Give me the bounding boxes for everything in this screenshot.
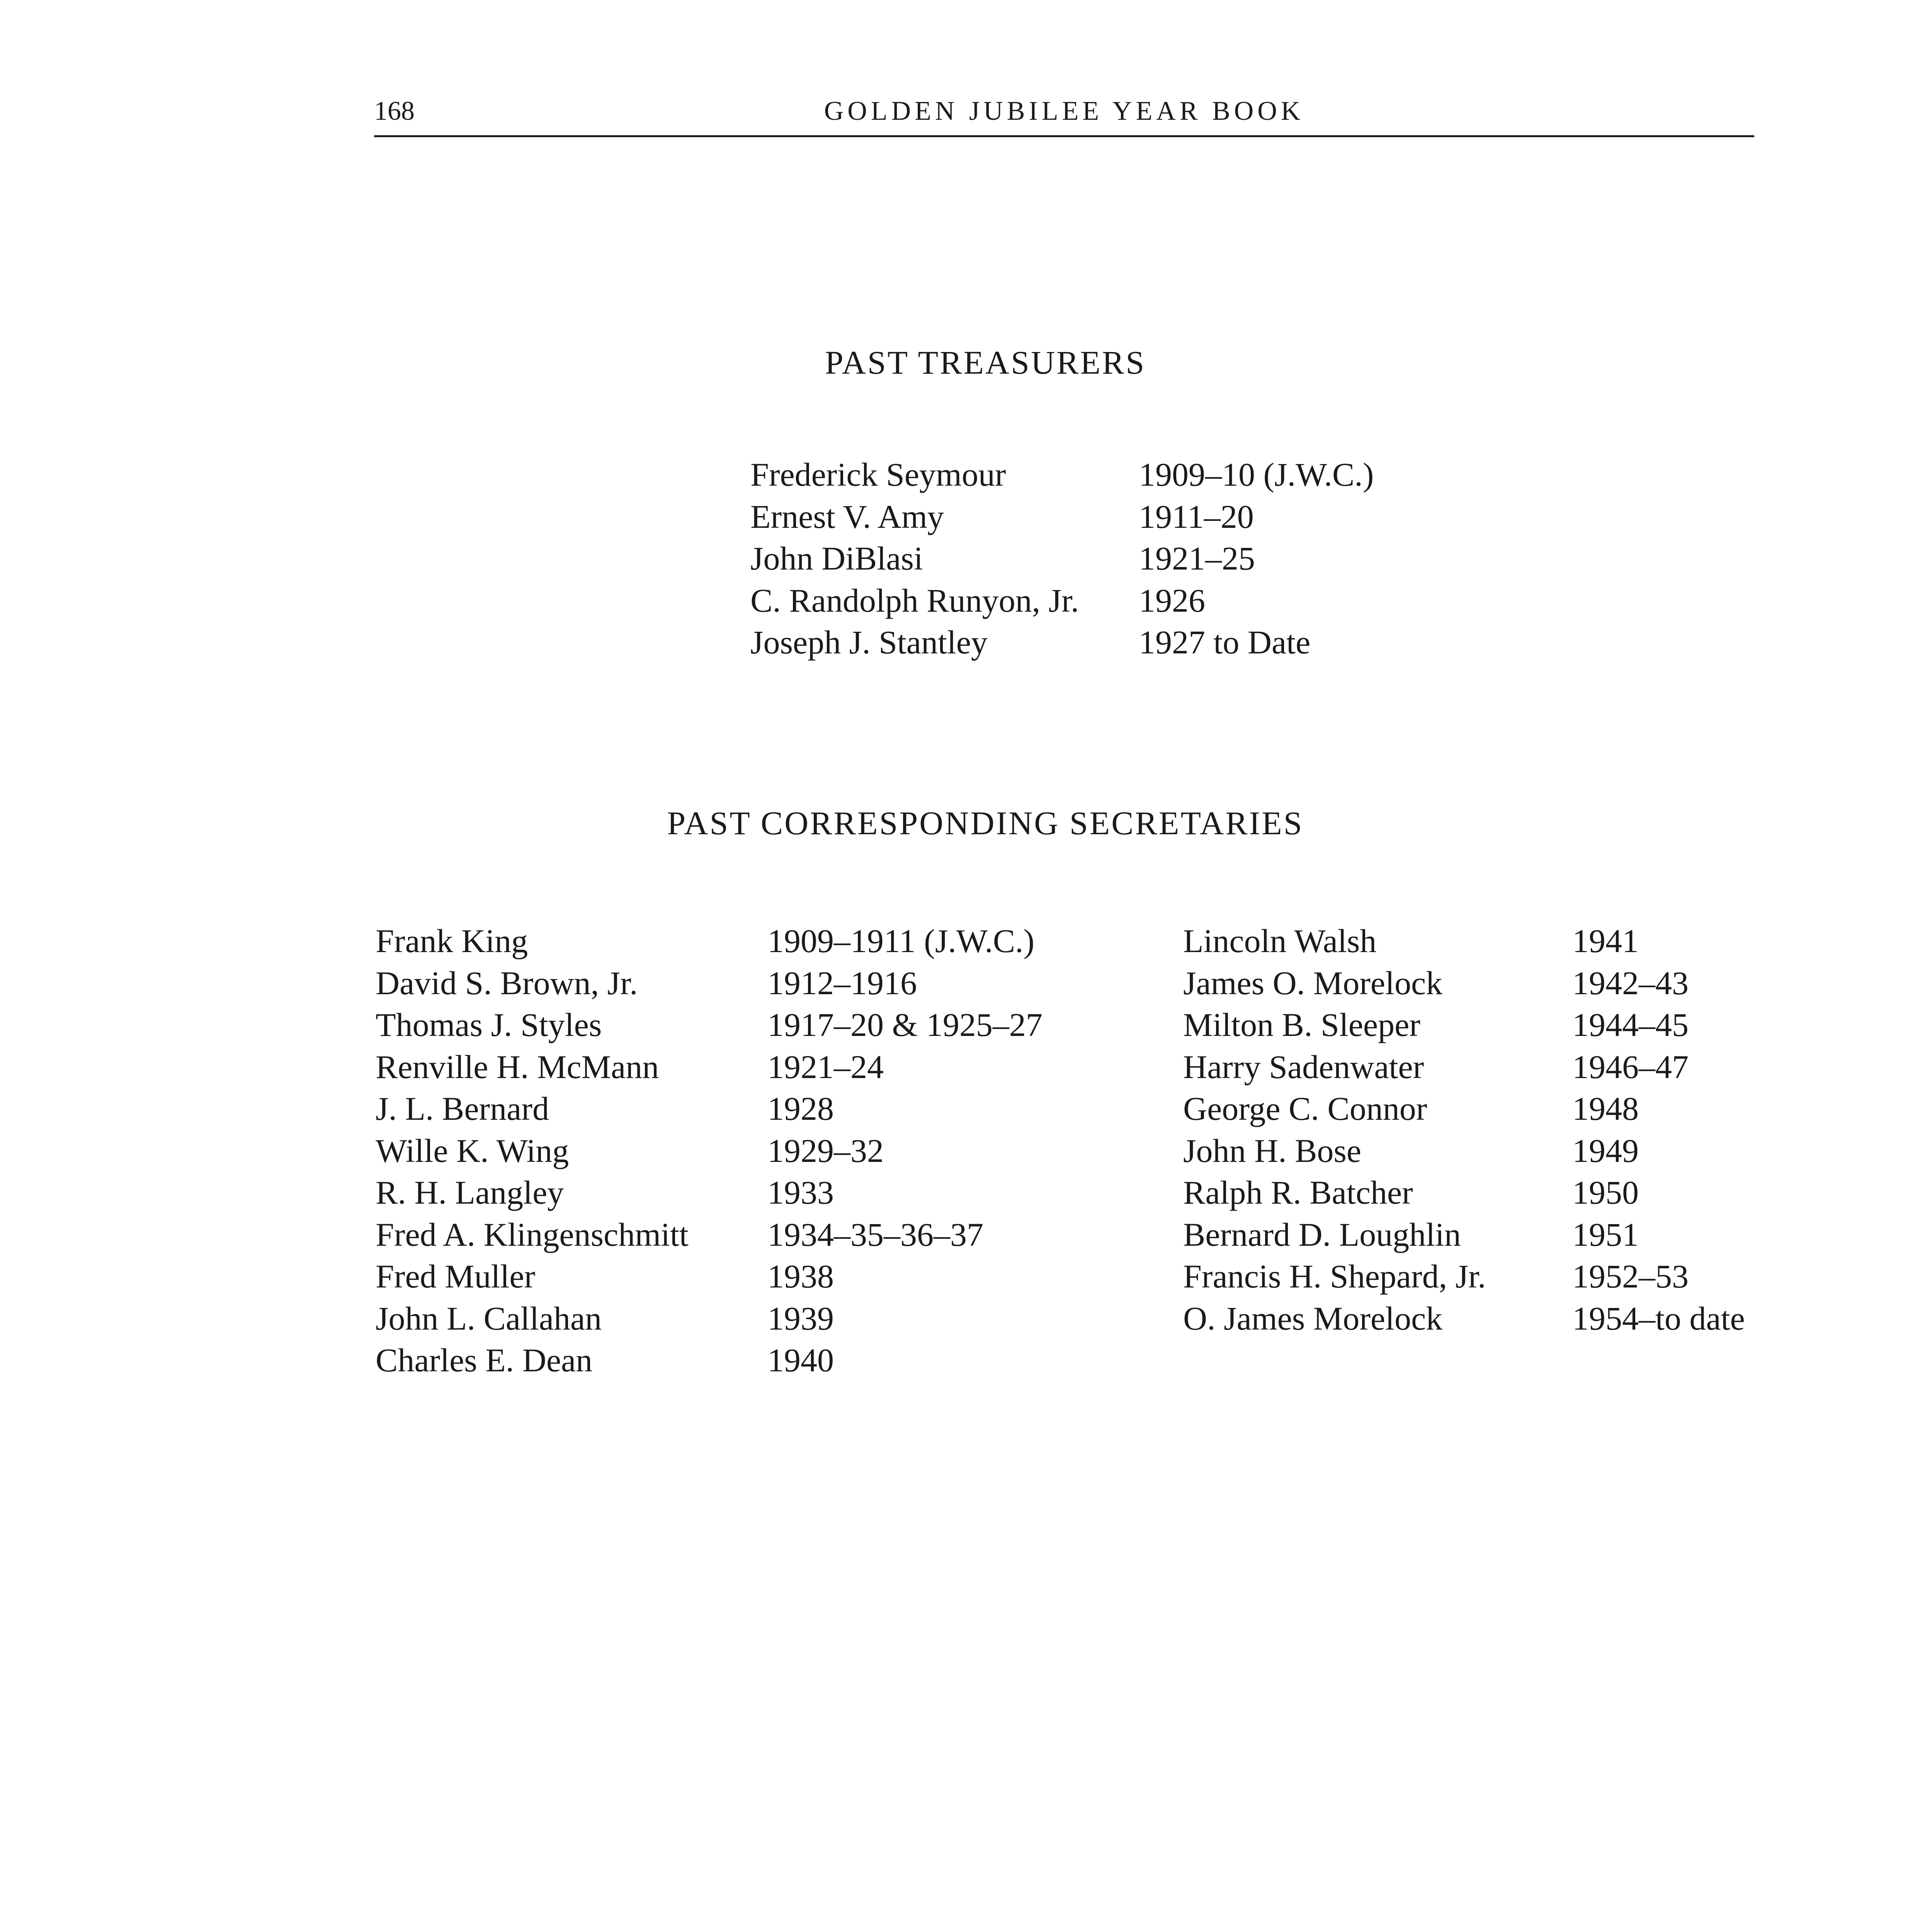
term-years: 1912–1916 — [767, 964, 917, 1002]
officer-name: Milton B. Sleeper — [1183, 1006, 1420, 1043]
term-years: 1951 — [1572, 1216, 1639, 1253]
officer-name: David S. Brown, Jr. — [376, 964, 638, 1002]
header-rule — [374, 135, 1754, 137]
list-item — [1183, 1299, 1786, 1341]
officer-name: Frederick Seymour — [750, 456, 1006, 493]
term-years: 1948 — [1572, 1090, 1639, 1127]
term-years: 1909–10 (J.W.C.) — [1139, 456, 1374, 493]
term-years: 1950 — [1572, 1174, 1639, 1211]
officer-name: Harry Sadenwater — [1183, 1048, 1424, 1085]
list-item — [750, 539, 1407, 581]
list-item — [1183, 1131, 1786, 1173]
list-item — [1183, 1048, 1786, 1090]
running-title: GOLDEN JUBILEE YEAR BOOK — [824, 96, 1304, 126]
list-item — [1183, 1257, 1786, 1299]
list-item — [1183, 1005, 1786, 1048]
list-item — [376, 1341, 1110, 1383]
list-item — [376, 1299, 1110, 1341]
term-years: 1929–32 — [767, 1132, 884, 1169]
page-header — [374, 96, 1754, 138]
term-years: 1926 — [1139, 582, 1205, 619]
term-years: 1949 — [1572, 1132, 1639, 1169]
term-years: 1934–35–36–37 — [767, 1216, 983, 1253]
term-years: 1941 — [1572, 922, 1639, 959]
list-item — [750, 581, 1407, 623]
officer-name: Joseph J. Stantley — [750, 624, 988, 661]
officer-name: O. James Morelock — [1183, 1299, 1443, 1337]
list-item — [1183, 964, 1786, 1006]
term-years: 1942–43 — [1572, 964, 1689, 1002]
term-years: 1944–45 — [1572, 1006, 1689, 1043]
officer-name: Renville H. McMann — [376, 1048, 659, 1085]
list-item — [376, 1005, 1110, 1048]
officer-name: John L. Callahan — [376, 1299, 602, 1337]
officer-name: George C. Connor — [1183, 1090, 1427, 1127]
term-years: 1928 — [767, 1090, 834, 1127]
term-years: 1927 to Date — [1139, 624, 1311, 661]
list-item — [750, 497, 1407, 539]
officer-name: R. H. Langley — [376, 1174, 564, 1211]
term-years: 1954–to date — [1572, 1299, 1745, 1337]
list-item — [750, 455, 1407, 497]
secretaries-heading: PAST CORRESPONDING SECRETARIES — [667, 804, 1304, 842]
officer-name: C. Randolph Runyon, Jr. — [750, 582, 1079, 619]
officer-name: John H. Bose — [1183, 1132, 1362, 1169]
treasurers-list — [750, 455, 1407, 665]
term-years: 1938 — [767, 1258, 834, 1295]
term-years: 1909–1911 (J.W.C.) — [767, 922, 1035, 959]
term-years: 1940 — [767, 1342, 834, 1379]
officer-name: J. L. Bernard — [376, 1090, 549, 1127]
secretaries-left-column — [376, 922, 1110, 1383]
officer-name: Bernard D. Loughlin — [1183, 1216, 1461, 1253]
list-item — [376, 1089, 1110, 1131]
list-item — [1183, 1089, 1786, 1131]
officer-name: Fred A. Klingenschmitt — [376, 1216, 689, 1253]
term-years: 1917–20 & 1925–27 — [767, 1006, 1043, 1043]
officer-name: Lincoln Walsh — [1183, 922, 1377, 959]
list-item — [1183, 1173, 1786, 1215]
secretaries-right-column — [1183, 922, 1786, 1341]
officer-name: Ernest V. Amy — [750, 498, 944, 535]
list-item — [376, 1131, 1110, 1173]
term-years: 1921–25 — [1139, 540, 1255, 577]
list-item — [376, 922, 1110, 964]
list-item — [376, 1048, 1110, 1090]
page-number: 168 — [374, 96, 415, 126]
officer-name: Fred Muller — [376, 1258, 536, 1295]
treasurers-heading: PAST TREASURERS — [825, 344, 1146, 381]
list-item — [376, 1173, 1110, 1215]
term-years: 1933 — [767, 1174, 834, 1211]
term-years: 1939 — [767, 1299, 834, 1337]
officer-name: Frank King — [376, 922, 528, 959]
list-item — [750, 623, 1407, 665]
term-years: 1952–53 — [1572, 1258, 1689, 1295]
officer-name: Wille K. Wing — [376, 1132, 569, 1169]
officer-name: Thomas J. Styles — [376, 1006, 602, 1043]
list-item — [1183, 1215, 1786, 1257]
officer-name: Charles E. Dean — [376, 1342, 593, 1379]
term-years: 1921–24 — [767, 1048, 884, 1085]
officer-name: James O. Morelock — [1183, 964, 1443, 1002]
list-item — [376, 1257, 1110, 1299]
list-item — [1183, 922, 1786, 964]
officer-name: Ralph R. Batcher — [1183, 1174, 1413, 1211]
list-item — [376, 1215, 1110, 1257]
officer-name: John DiBlasi — [750, 540, 923, 577]
officer-name: Francis H. Shepard, Jr. — [1183, 1258, 1486, 1295]
term-years: 1911–20 — [1139, 498, 1254, 535]
list-item — [376, 964, 1110, 1006]
term-years: 1946–47 — [1572, 1048, 1689, 1085]
